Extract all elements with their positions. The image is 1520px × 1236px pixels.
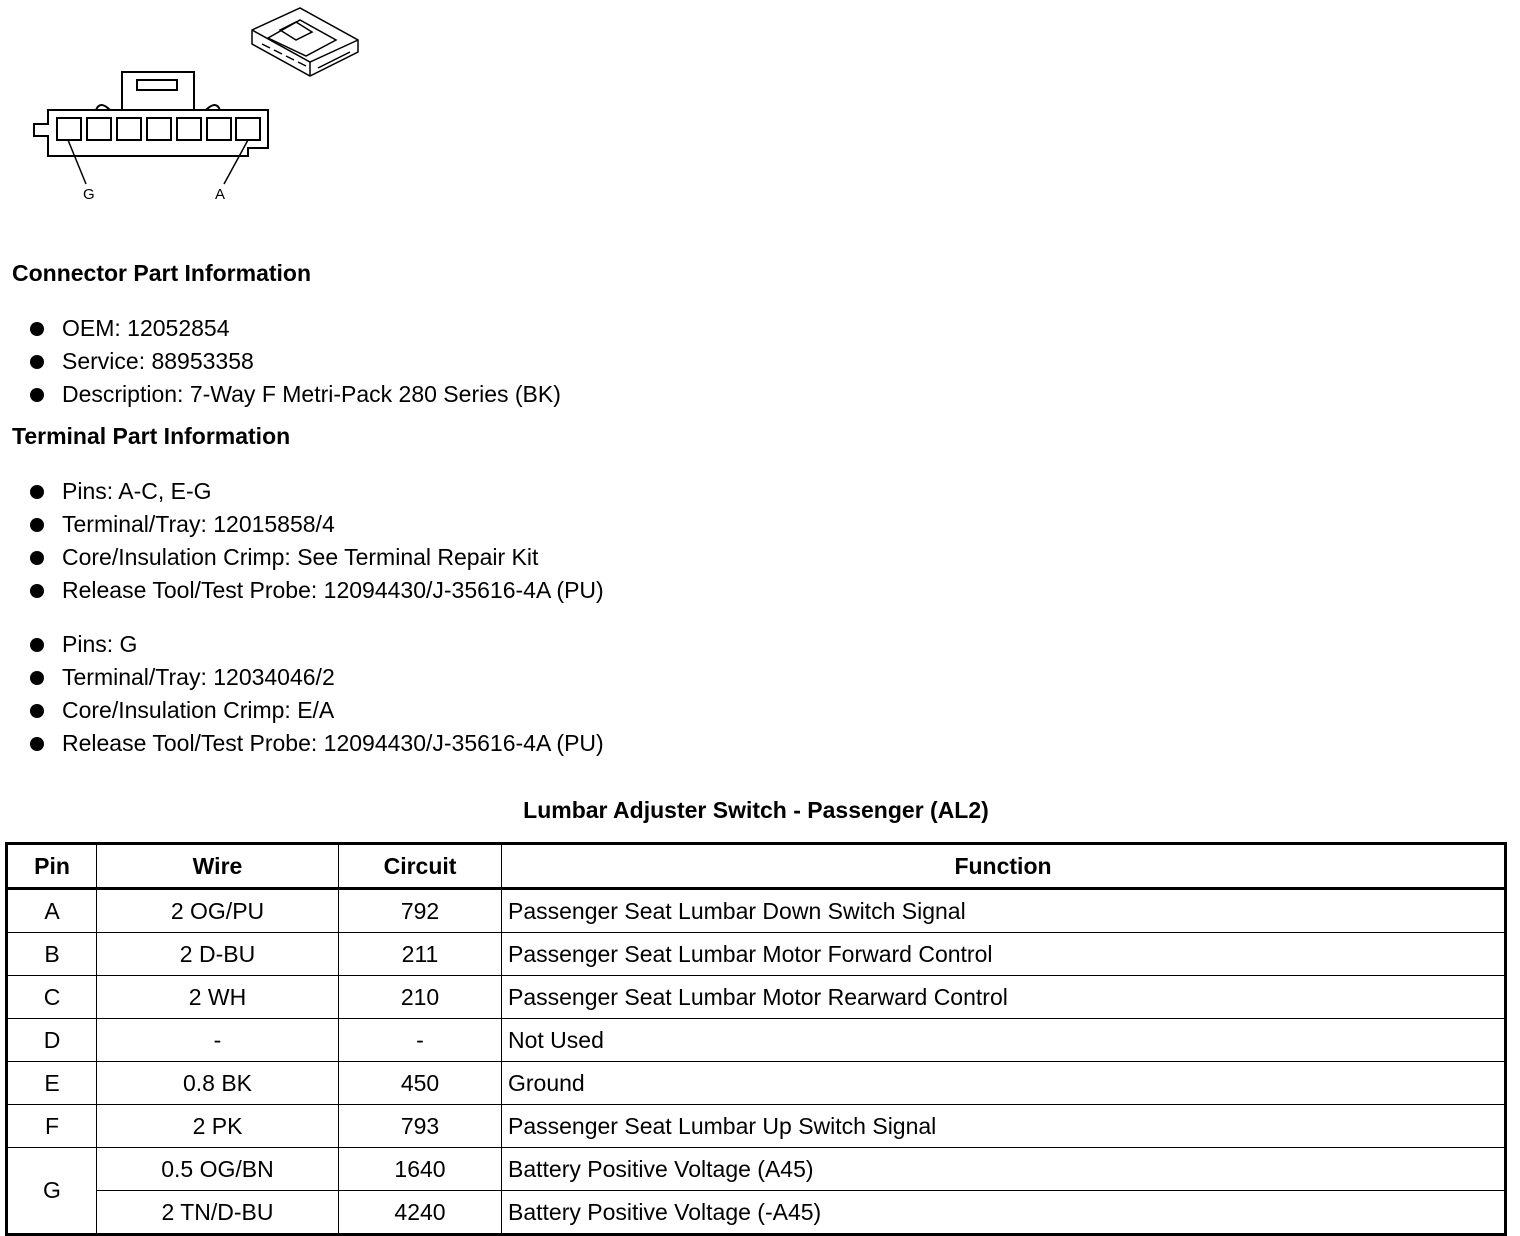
cell-wire: 0.8 BK — [97, 1062, 339, 1105]
table-row — [7, 1105, 1506, 1148]
table-row — [7, 1019, 1506, 1062]
cell-circuit: 450 — [339, 1062, 502, 1105]
cell-wire: 2 OG/PU — [97, 889, 339, 933]
cell-wire: 0.5 OG/BN — [97, 1148, 339, 1191]
cell-function: Passenger Seat Lumbar Up Switch Signal — [502, 1105, 1506, 1148]
connector-diagram — [0, 0, 400, 220]
pin-label-a: A — [215, 186, 226, 203]
bullet-icon — [30, 638, 44, 652]
connector-isometric-sketch — [252, 8, 358, 76]
column-header-pin: Pin — [7, 844, 97, 889]
table-row — [7, 1062, 1506, 1105]
pinout-table — [5, 842, 1507, 1236]
bullet-icon — [30, 584, 44, 598]
bullet-icon — [30, 355, 44, 369]
cell-circuit: 211 — [339, 933, 502, 976]
cell-function: Passenger Seat Lumbar Motor Rearward Control — [502, 976, 1506, 1019]
cell-pin: B — [7, 933, 97, 976]
cell-function: Passenger Seat Lumbar Motor Forward Control — [502, 933, 1506, 976]
column-header-wire: Wire — [97, 844, 339, 889]
list-item — [28, 661, 604, 694]
cell-pin: F — [7, 1105, 97, 1148]
bullet-icon — [30, 551, 44, 565]
cell-wire: - — [97, 1019, 339, 1062]
cell-circuit: 792 — [339, 889, 502, 933]
pin-label-g: G — [83, 186, 95, 203]
cell-function: Ground — [502, 1062, 1506, 1105]
cell-wire: 2 WH — [97, 976, 339, 1019]
terminal-part-info-heading: Terminal Part Information — [12, 423, 291, 449]
table-row — [7, 1191, 1506, 1235]
list-item-text: Pins: A-C, E-G — [62, 478, 212, 504]
table-row — [7, 933, 1506, 976]
column-header-circuit: Circuit — [339, 844, 502, 889]
cell-wire: 2 D-BU — [97, 933, 339, 976]
cell-circuit: 210 — [339, 976, 502, 1019]
list-item — [28, 694, 604, 727]
cell-pin: E — [7, 1062, 97, 1105]
table-row — [7, 976, 1506, 1019]
pin-cavities — [57, 118, 260, 140]
bullet-icon — [30, 704, 44, 718]
connector-part-info-list — [28, 312, 561, 411]
cell-pin: G — [7, 1148, 97, 1235]
list-item — [28, 727, 604, 760]
table-row — [7, 889, 1506, 933]
list-item-text: Release Tool/Test Probe: 12094430/J-35616-4A (PU) — [62, 730, 604, 756]
bullet-icon — [30, 485, 44, 499]
list-item — [28, 508, 604, 541]
list-item — [28, 475, 604, 508]
terminal-group-1-list — [28, 475, 604, 607]
cell-circuit: 4240 — [339, 1191, 502, 1235]
bullet-icon — [30, 388, 44, 402]
cell-circuit: 1640 — [339, 1148, 502, 1191]
cell-wire: 2 TN/D-BU — [97, 1191, 339, 1235]
cell-circuit: 793 — [339, 1105, 502, 1148]
cell-pin: D — [7, 1019, 97, 1062]
connector-part-info-heading: Connector Part Information — [12, 260, 312, 286]
list-item-text: Release Tool/Test Probe: 12094430/J-35616-4A (PU) — [62, 577, 604, 603]
cell-function: Not Used — [502, 1019, 1506, 1062]
list-item — [28, 378, 561, 411]
bullet-icon — [30, 322, 44, 336]
list-item-text: Core/Insulation Crimp: E/A — [62, 697, 335, 723]
list-item-text: Description: 7-Way F Metri-Pack 280 Series (BK) — [62, 381, 561, 407]
bullet-icon — [30, 671, 44, 685]
table-row — [7, 1148, 1506, 1191]
list-item — [28, 574, 604, 607]
table-header-row — [7, 844, 1506, 889]
list-item — [28, 345, 561, 378]
connector-face-drawing — [0, 0, 400, 220]
cell-function: Passenger Seat Lumbar Down Switch Signal — [502, 889, 1506, 933]
list-item — [28, 312, 561, 345]
list-item-text: Terminal/Tray: 12034046/2 — [62, 664, 335, 690]
bullet-icon — [30, 518, 44, 532]
list-item-text: OEM: 12052854 — [62, 315, 230, 341]
cell-function: Battery Positive Voltage (-A45) — [502, 1191, 1506, 1235]
list-item-text: Core/Insulation Crimp: See Terminal Repair Kit — [62, 544, 539, 570]
list-item-text: Pins: G — [62, 631, 138, 657]
cell-circuit: - — [339, 1019, 502, 1062]
table-title: Lumbar Adjuster Switch - Passenger (AL2) — [523, 797, 989, 823]
column-header-function: Function — [502, 844, 1506, 889]
cell-wire: 2 PK — [97, 1105, 339, 1148]
list-item — [28, 628, 604, 661]
bullet-icon — [30, 737, 44, 751]
list-item-text: Service: 88953358 — [62, 348, 254, 374]
terminal-group-2-list — [28, 628, 604, 760]
list-item-text: Terminal/Tray: 12015858/4 — [62, 511, 335, 537]
list-item — [28, 541, 604, 574]
cell-function: Battery Positive Voltage (A45) — [502, 1148, 1506, 1191]
cell-pin: A — [7, 889, 97, 933]
cell-pin: C — [7, 976, 97, 1019]
